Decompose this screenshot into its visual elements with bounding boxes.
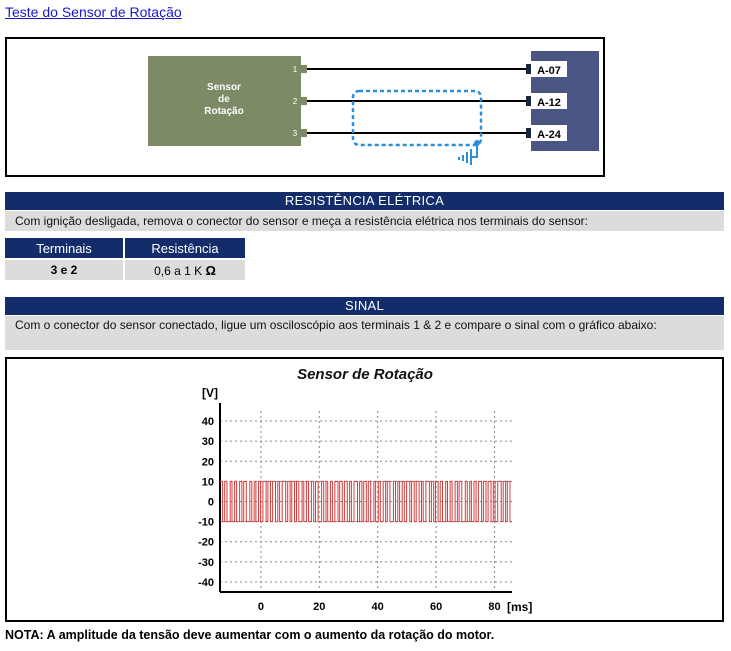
y-tick-label: -40: [198, 576, 214, 589]
wiring-diagram-svg: [7, 39, 603, 175]
y-tick-label: 30: [201, 436, 214, 449]
pin-1-label: 1: [292, 65, 298, 74]
sensor-label-1: Sensor: [207, 82, 241, 93]
wiring-diagram: [5, 37, 605, 177]
connector-a07: A-07: [537, 65, 561, 77]
resistance-header: RESISTÊNCIA ELÉTRICA: [5, 192, 724, 210]
col-terminals: Terminais: [5, 238, 124, 259]
ohm-unit: Ω: [205, 262, 216, 278]
y-tick-label: -20: [198, 536, 214, 549]
signal-header: SINAL: [5, 297, 724, 315]
x-tick-label: 0: [257, 601, 264, 613]
ground-icon: [459, 149, 471, 165]
signal-chart-svg: [7, 359, 722, 620]
y-tick-label: 40: [201, 416, 214, 429]
signal-series-line: [220, 481, 512, 521]
resistance-instruction: Com ignição desligada, remova o conector do sensor e meça a resistência elétrica nos terminais do sensor:: [5, 211, 724, 231]
y-axis-label: [V]: [202, 386, 218, 400]
resistance-cell: [124, 259, 245, 280]
x-axis-label: [ms]: [507, 600, 533, 614]
pin-3-label: 3: [292, 129, 298, 138]
x-tick-label: 40: [371, 601, 384, 613]
x-tick-label: 80: [488, 601, 501, 613]
col-resistance: Resistência: [124, 238, 245, 259]
y-tick-label: -10: [198, 516, 214, 529]
y-tick-label: 10: [201, 476, 214, 489]
y-tick-label: 0: [207, 496, 214, 509]
signal-instruction: Com o conector do sensor conectado, ligue um osciloscópio aos terminais 1 & 2 e compare o sinal com o gráfico abaixo:: [5, 316, 724, 350]
connector-a12: A-12: [537, 97, 561, 109]
x-tick-label: 20: [313, 601, 326, 613]
sensor-label-2: de: [218, 94, 230, 105]
y-tick-label: 20: [201, 456, 214, 469]
x-tick-label: 60: [429, 601, 443, 613]
resistance-value: 0,6 a 1 K: [154, 263, 203, 278]
terminals-value: 3 e 2: [5, 259, 124, 280]
signal-chart: [5, 357, 724, 622]
y-tick-label: -30: [198, 556, 214, 569]
chart-title: Sensor de Rotação: [297, 366, 433, 383]
note-text: NOTA: A amplitude da tensão deve aumentar com o aumento da rotação do motor.: [5, 628, 495, 642]
sensor-label-3: Rotação: [204, 106, 244, 117]
resistance-table: [5, 238, 245, 280]
connector-a24: A-24: [537, 129, 561, 141]
table-row: [5, 259, 245, 280]
page-title-link[interactable]: Teste do Sensor de Rotação: [5, 4, 182, 20]
pin-2-label: 2: [292, 97, 298, 106]
cable-shield: [353, 91, 481, 145]
